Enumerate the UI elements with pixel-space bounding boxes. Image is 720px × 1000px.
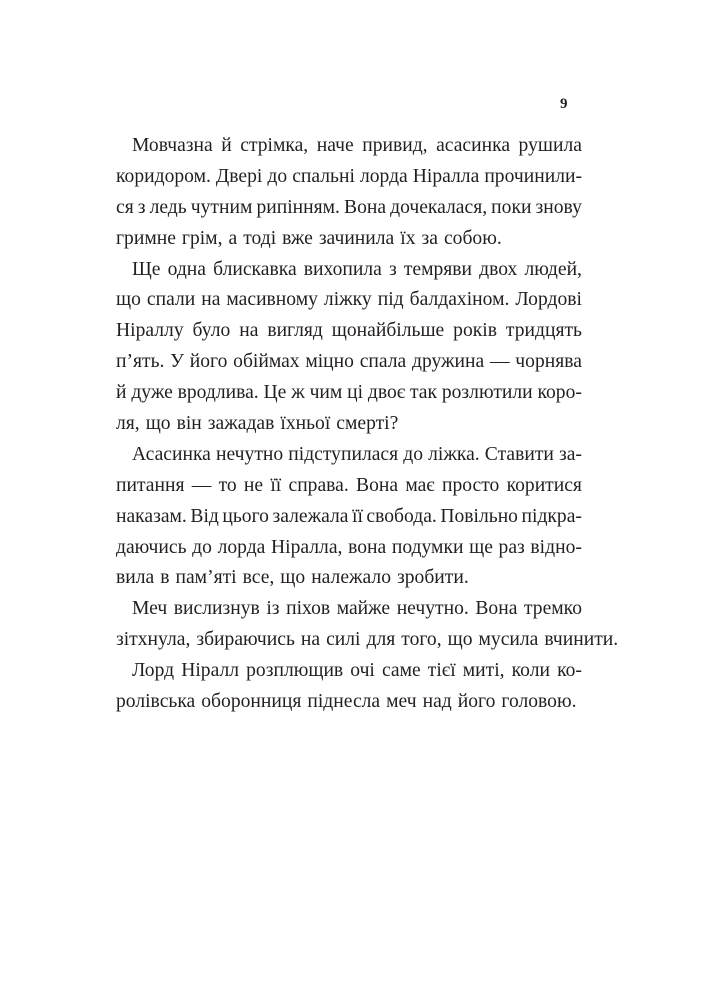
- text-line: наказам. Від цього залежала її свобода. Повільно підкра-: [116, 505, 582, 527]
- text-line: Ніраллу було на вигляд щонайбільше років тридцять: [116, 320, 582, 342]
- text-line: ля, що він зажадав їхньої смерті?: [116, 413, 399, 435]
- text-line: коридором. Двері до спальні лорда Ніралла прочинили-: [116, 165, 582, 187]
- text-line: Лорд Ніралл розплющив очі саме тієї миті, коли ко-: [132, 660, 582, 682]
- text-line: Асасинка нечутно підступилася до ліжка. Ставити за-: [132, 443, 582, 465]
- text-line: ся з ледь чутним рипінням. Вона дочекалася, поки знову: [116, 196, 582, 218]
- page-number: 9: [560, 96, 568, 112]
- text-line: п’ять. У його обіймах міцно спала дружина — чорнява: [116, 351, 582, 373]
- text-line: даючись до лорда Ніралла, вона подумки ще раз відно-: [116, 536, 582, 558]
- text-line: зітхнула, збираючись на силі для того, що мусила вчинити.: [116, 629, 619, 651]
- text-line: Ще одна блискавка вихопила з темряви двох людей,: [132, 258, 582, 280]
- body-text: [116, 131, 619, 718]
- text-line: вила в пам’яті все, що належало зробити.: [116, 567, 469, 589]
- text-line: Мовчазна й стрімка, наче привид, асасинка рушила: [132, 135, 582, 156]
- text-line: й дуже вродлива. Це ж чим ці двоє так розлютили коро-: [116, 382, 582, 404]
- text-line: питання — то не її справа. Вона має просто коритися: [116, 474, 582, 496]
- text-line: що спали на масивному ліжку під балдахіном. Лордові: [116, 289, 582, 311]
- text-line: ролівська оборонниця піднесла меч над його головою.: [116, 691, 577, 713]
- text-line: Меч вислизнув із піхов майже нечутно. Вона тремко: [132, 598, 582, 620]
- text-line: гримне грім, а тоді вже зачинила їх за собою.: [116, 227, 502, 249]
